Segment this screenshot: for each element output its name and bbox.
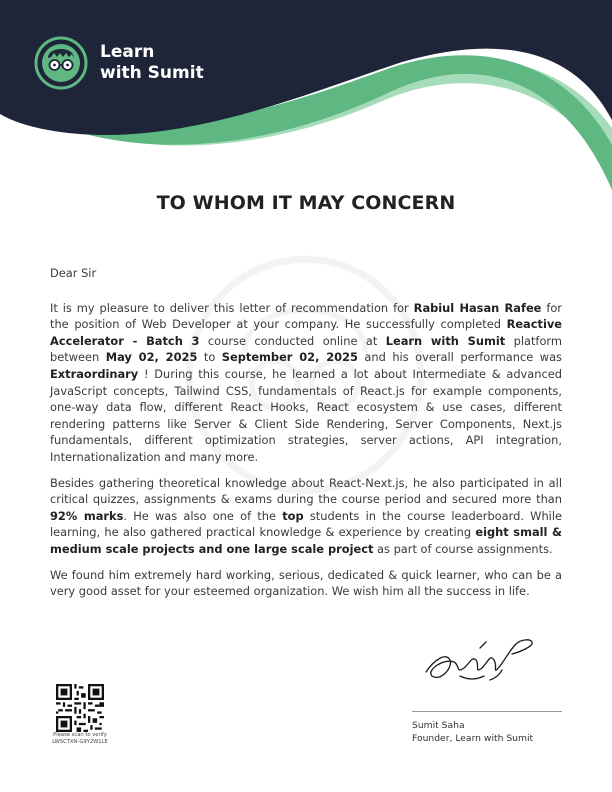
greeting: Dear Sir	[50, 266, 97, 280]
qr-caption-block	[44, 732, 116, 746]
text: to	[197, 350, 222, 365]
text: platform between	[50, 333, 562, 365]
brand-line-1: Learn	[100, 42, 155, 62]
course-name: Reactive Accelerator - Batch 3	[50, 317, 562, 348]
brand-line-2: with Sumit	[100, 63, 204, 83]
header-banner	[0, 0, 612, 200]
performance: Extraordinary	[50, 366, 139, 381]
start-date: May 02, 2025	[105, 350, 198, 365]
paragraph-3: We found him extremely hard working, serious, dedicated & quick learner, who can be a very good asset for your esteemed organization. We wish him all the success in life.	[50, 567, 562, 599]
projects: eight small & medium scale projects and one large scale project	[50, 525, 562, 556]
candidate-name: Rabiul Hasan Rafee	[413, 300, 542, 315]
letter-body	[50, 265, 562, 609]
text: students in the course leaderboard. While learning, he also gathered practical knowledge & experience by creating	[50, 508, 562, 540]
qr-caption: Please scan to verify	[53, 732, 107, 738]
text: and his overall performance was	[357, 350, 562, 365]
handwritten-signature	[420, 630, 540, 690]
signer-role: Founder, Learn with Sumit	[412, 733, 534, 744]
brand-name	[100, 42, 204, 84]
text: as part of course assignments.	[373, 541, 553, 556]
text: ! During this course, he learned a lot about Intermediate & advanced JavaScript concepts, Tailwind CSS, fundamentals of React.js for example components, one-way data flow, different React Hooks, React ecosystem & use cases, different rendering patterns like Server & Client Side Rendering, Server Components, Next.js fundamentals, different optimization strategies, server actions, API integration, Internationalization and many more.	[50, 366, 562, 464]
paragraph-2	[50, 475, 562, 558]
text: . He was also one of the	[123, 508, 283, 523]
text: for the position of Web Developer at your company. He successfully completed	[50, 300, 562, 332]
text: Besides gathering theoretical knowledge about React-Next.js, he also participated in all critical quizzes, assignments & exams during the course period and secured more than	[50, 475, 562, 507]
qr-code-id: LWSCTXN-G9Y2W1LE	[52, 739, 108, 745]
rank: top	[282, 508, 304, 523]
qr-code-icon[interactable]	[56, 684, 104, 732]
platform-name: Learn with Sumit	[385, 333, 506, 348]
signature-line	[412, 711, 562, 712]
text: course conducted online at	[199, 333, 386, 348]
signer-block	[412, 719, 533, 745]
text: It is my pleasure to deliver this letter of recommendation for	[50, 300, 414, 315]
marks: 92% marks	[50, 508, 124, 523]
end-date: September 02, 2025	[221, 350, 358, 365]
letter-title: TO WHOM IT MAY CONCERN	[156, 192, 456, 214]
brand-logo-icon	[34, 36, 88, 90]
signer-name: Sumit Saha	[412, 720, 465, 731]
paragraph-1	[50, 300, 562, 466]
